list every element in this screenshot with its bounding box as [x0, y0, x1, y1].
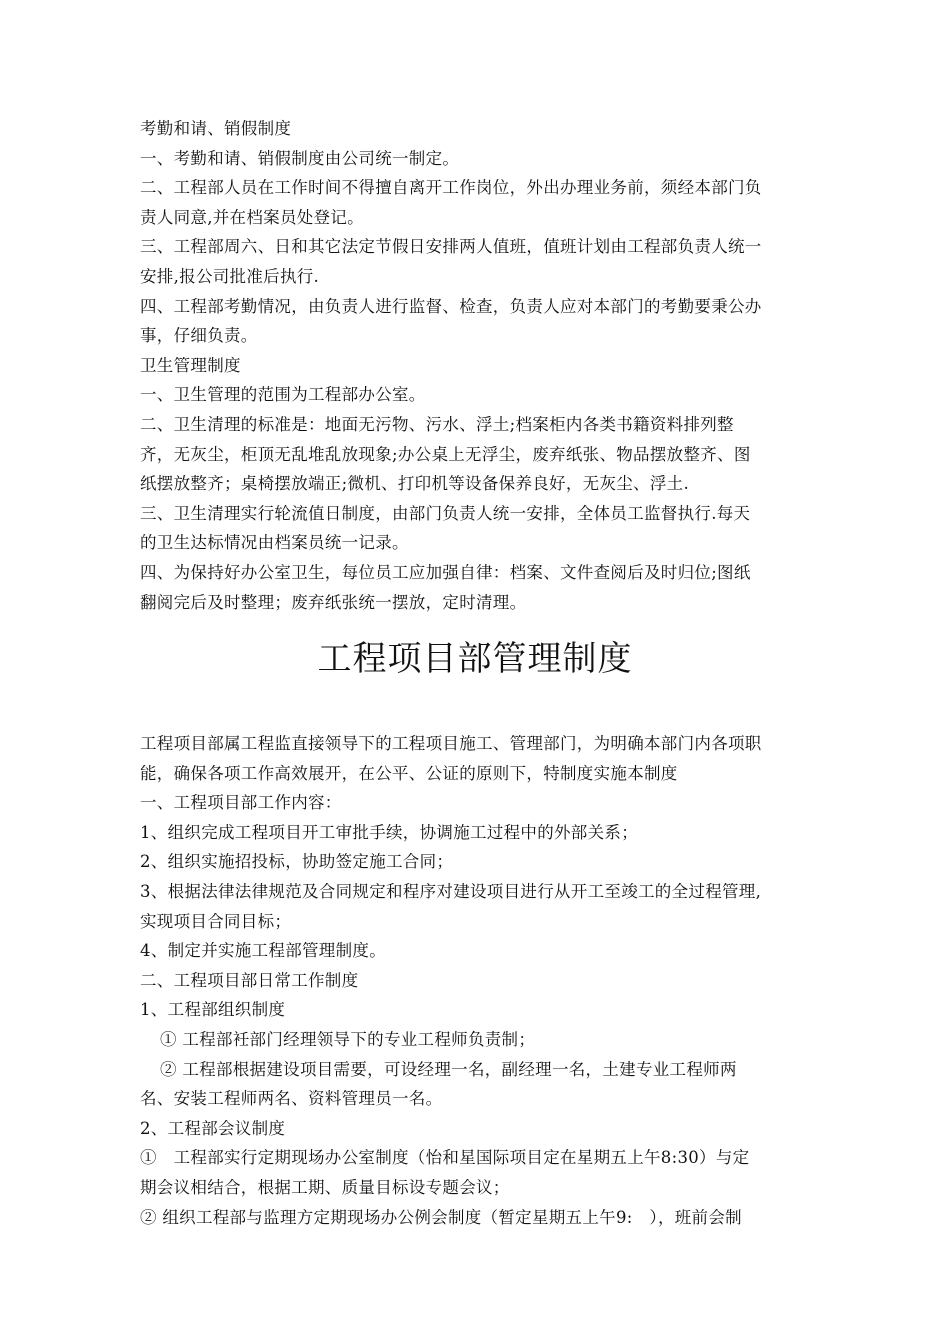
paragraph-line: 实现项目合同目标； — [140, 911, 292, 931]
section-heading-attendance: 考勤和请、销假制度 — [140, 119, 292, 138]
paragraph-line: 四、工程部考勤情况，由负责人进行监督、检查，负责人应对本部门的考勤要秉公办 — [140, 296, 762, 316]
paragraph-line: 翻阅完后及时整理；废弃纸张统一摆放，定时清理。 — [140, 592, 527, 612]
list-item: 2、组织实施招投标，协助签定施工合同； — [140, 852, 454, 872]
paragraph-line: 工程项目部属工程监直接领导下的工程项目施工、管理部门，为明确本部门内各项职 — [140, 734, 762, 753]
list-item: 1、工程部组织制度 — [140, 1000, 286, 1020]
paragraph-line: 名、安装工程师两名、资料管理员一名。 — [140, 1089, 443, 1109]
section-heading-hygiene: 卫生管理制度 — [140, 355, 241, 375]
paragraph-line: 的卫生达标情况由档案员统一记录。 — [140, 533, 409, 553]
paragraph-line: 期会议相结合，根据工期、质量目标设专题会议； — [140, 1177, 510, 1197]
paragraph-line: 纸摆放整齐；桌椅摆放端正;微机、打印机等设备保养良好，无灰尘、浮土. — [140, 474, 690, 494]
paragraph-line: 责人同意,并在档案员处登记。 — [140, 207, 364, 227]
paragraph-line: 能，确保各项工作高效展开，在公平、公证的原则下，特制度实施本制度 — [140, 763, 678, 783]
attendance-hygiene-section — [140, 114, 815, 617]
paragraph-line: 一、考勤和请、销假制度由公司统一制定。 — [140, 148, 460, 168]
paragraph-line: 齐，无灰尘，柜顶无乱堆乱放现象;办公桌上无浮尘，废弃纸张、物品摆放整齐、图 — [140, 444, 751, 464]
paragraph-line: 三、工程部周六、日和其它法定节假日安排两人值班，值班计划由工程部负责人统一 — [140, 237, 762, 257]
paragraph-line: 二、卫生清理的标准是：地面无污物、污水、浮土;档案柜内各类书籍资料排列整 — [140, 414, 734, 434]
list-item: ① 工程部实行定期现场办公室制度（怡和星国际项目定在星期五上午8:30）与定 — [140, 1148, 750, 1168]
list-item: ② 组织工程部与监理方定期现场办公例会制度（暂定星期五上午9: ），班前会制 — [140, 1207, 742, 1227]
paragraph-line: 二、工程部人员在工作时间不得擅自离开工作岗位，外出办理业务前，须经本部门负 — [140, 178, 762, 198]
paragraph-line: 一、卫生管理的范围为工程部办公室。 — [140, 385, 426, 405]
list-item: ① 工程部衽部门经理领导下的专业工程师负责制； — [160, 1029, 536, 1049]
list-item: 1、组织完成工程项目开工审批手续，协调施工过程中的外部关系； — [140, 822, 638, 842]
list-item: 3、根据法律法律规范及合同规定和程序对建设项目进行从开工至竣工的全过程管理, — [140, 881, 762, 901]
paragraph-line: 安排,报公司批准后执行. — [140, 266, 320, 286]
list-item: 4、制定并实施工程部管理制度。 — [140, 941, 386, 961]
paragraph-line: 一、工程项目部工作内容： — [140, 793, 342, 813]
paragraph-line: 三、卫生清理实行轮流值日制度，由部门负责人统一安排，全体员工监督执行.每天 — [140, 503, 751, 523]
paragraph-line: 二、工程项目部日常工作制度 — [140, 970, 359, 990]
document-title: 工程项目部管理制度 — [317, 639, 633, 679]
list-item: ② 工程部根据建设项目需要，可设经理一名，副经理一名，土建专业工程师两 — [160, 1059, 737, 1079]
paragraph-line: 事，仔细负责。 — [140, 326, 258, 346]
list-item: 2、工程部会议制度 — [140, 1118, 286, 1138]
project-management-section — [140, 729, 815, 1232]
paragraph-line: 四、为保持好办公室卫生，每位员工应加强自律：档案、文件查阅后及时归位;图纸 — [140, 562, 751, 582]
